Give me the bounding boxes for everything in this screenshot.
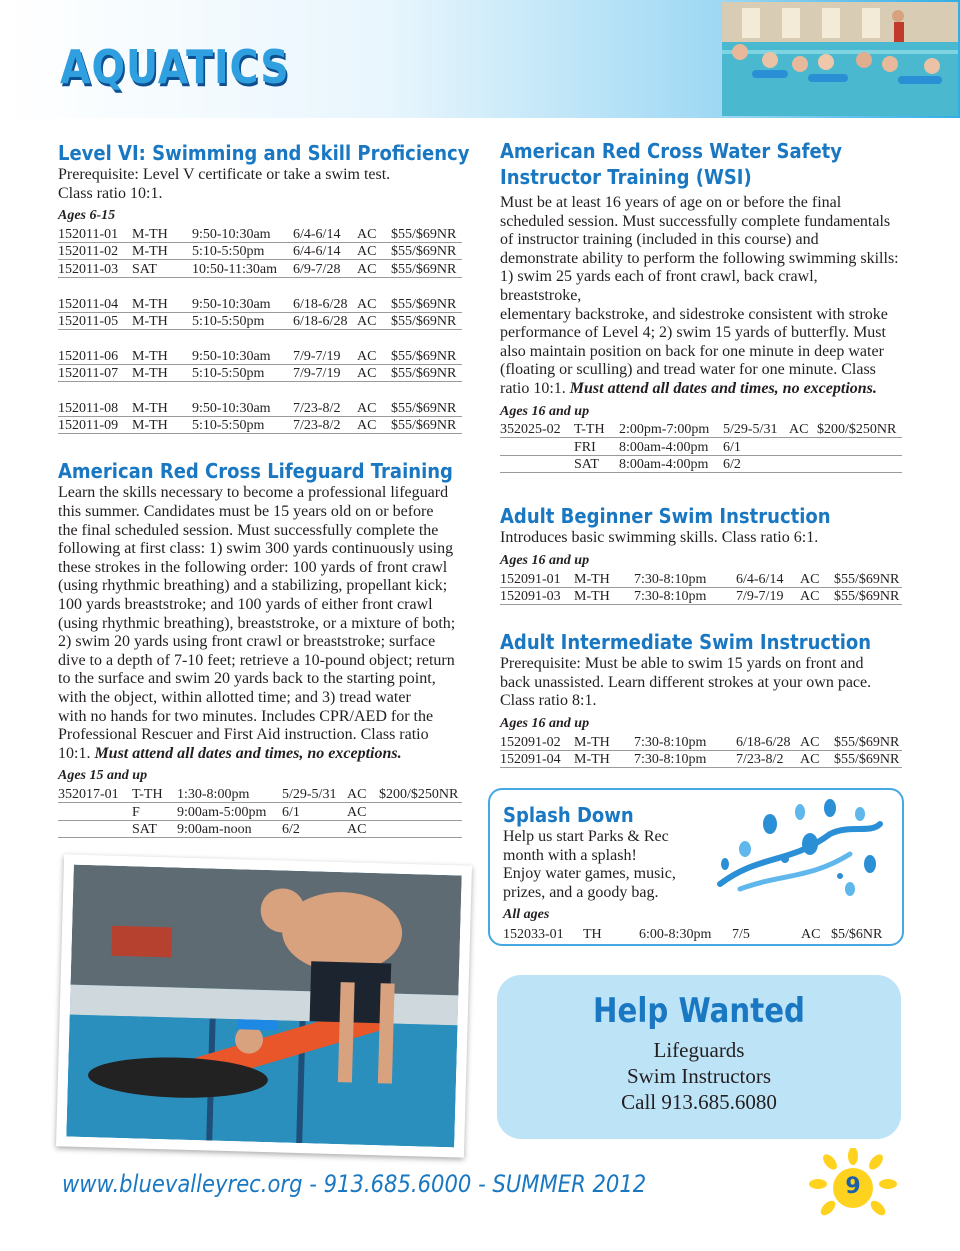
right-column	[500, 138, 902, 768]
wsi-title-line: American Red Cross Water Safety	[500, 139, 843, 163]
lifeguard-desc-line: the final scheduled session. Must successfully complete the	[58, 521, 439, 539]
adult-intermediate-desc-line: Prerequisite: Must be able to swim 15 yards on front and	[500, 655, 864, 673]
table-row: 152011-01 M-TH 9:50-10:30am 6/4-6/14 AC $55/$69NR	[58, 225, 462, 242]
help-wanted-title: Help Wanted	[593, 991, 805, 1031]
lifeguard-attendance-note: Must attend all dates and times, no exceptions.	[94, 744, 402, 762]
help-wanted-phone[interactable]: Call 913.685.6080	[621, 1090, 777, 1114]
wsi-desc-line: performance of Level 4; 2) swim 15 yards of butterfly. Must	[500, 324, 886, 342]
wsi-title-line: Instructor Training (WSI)	[500, 165, 752, 189]
adult-intermediate-title: Adult Intermediate Swim Instruction	[500, 630, 872, 655]
pool-photo	[722, 2, 958, 116]
table-row: 152011-07 M-TH 5:10-5:50pm 7/9-7/19 AC $55/$69NR	[58, 364, 462, 381]
wsi-desc-line: scheduled session. Must successfully complete fundamentals	[500, 212, 891, 230]
page-title: AQUATICS	[60, 40, 290, 94]
adult-intermediate-description	[500, 655, 902, 711]
page-number-badge	[808, 1148, 898, 1228]
lifeguard-desc-line: these strokes in the following order: 100 yards of front crawl	[58, 558, 448, 576]
splash-down-description	[503, 828, 893, 902]
wsi-desc-last-line: ratio 10:1. Must attend all dates and times, no exceptions.	[500, 379, 877, 397]
wsi-description	[500, 194, 902, 399]
table-row: 352025-02 T-TH 2:00pm-7:00pm 5/29-5/31 AC $200/$250NR	[500, 421, 902, 438]
table-row: 152011-02 M-TH 5:10-5:50pm 6/4-6/14 AC $55/$69NR	[58, 243, 462, 260]
table-row: 152091-01 M-TH 7:30-8:10pm 6/4-6/14 AC $55/$69NR	[500, 570, 902, 587]
table-row: 152011-05 M-TH 5:10-5:50pm 6/18-6/28 AC $55/$69NR	[58, 312, 462, 329]
table-row: 152091-03 M-TH 7:30-8:10pm 7/9-7/19 AC $55/$69NR	[500, 587, 902, 604]
table-row: 152091-02 M-TH 7:30-8:10pm 6/18-6/28 AC $55/$69NR	[500, 733, 902, 750]
wsi-desc-line: also maintain position on back for one minute in deep water	[500, 342, 884, 360]
table-row: SAT 8:00am-4:00pm 6/2	[500, 455, 902, 472]
lifeguard-desc-line: 2) swim 20 yards using front crawl or breaststroke; surface	[58, 633, 436, 651]
pool-photo-art	[722, 2, 958, 116]
lifeguard-ages: Ages 15 and up	[58, 768, 148, 784]
lifeguard-desc-line: this summer. Candidates must be 15 years old on or before	[58, 502, 434, 520]
lifeguard-desc-line: dive to a depth of 7-10 feet; retrieve a 10-pound object; return	[58, 651, 455, 669]
wsi-desc-line: (floating or sculling) and tread water for one minute. Class	[500, 361, 876, 379]
splash-desc-line: prizes, and a goody bag.	[503, 883, 659, 901]
wsi-desc-line: 1) swim 25 yards each of front crawl, back crawl, breaststroke,	[500, 268, 818, 304]
lifeguard-title: American Red Cross Lifeguard Training	[58, 459, 453, 484]
level6-title: Level VI: Swimming and Skill Proficiency	[58, 141, 470, 165]
adult-intermediate-ages: Ages 16 and up	[500, 715, 590, 731]
table-row: SAT 9:00am-noon 6/2 AC	[58, 820, 462, 837]
level6-description	[58, 166, 462, 203]
footer-website-phone[interactable]: www.bluevalleyrec.org - 913.685.6000 - SUMMER 2012	[62, 1170, 647, 1198]
help-wanted-line: Lifeguards	[653, 1038, 745, 1062]
splash-desc-line: Help us start Parks & Rec	[503, 828, 669, 845]
wsi-desc-line: demonstrate ability to perform the following swimming skills:	[500, 249, 899, 267]
table-row: F 9:00am-5:00pm 6/1 AC	[58, 803, 462, 820]
table-row: 152011-06 M-TH 9:50-10:30am 7/9-7/19 AC $55/$69NR	[58, 347, 462, 364]
table-row: 152091-04 M-TH 7:30-8:10pm 7/23-8/2 AC $55/$69NR	[500, 750, 902, 767]
lifeguard-desc-line: Learn the skills necessary to become a professional lifeguard	[58, 484, 449, 502]
level6-schedule-table	[58, 225, 462, 434]
page-number: 9	[845, 1174, 861, 1199]
adult-beginner-description	[500, 529, 902, 548]
lifeguard-description	[58, 484, 462, 763]
lifeguard-desc-line: with no hands for two minutes. Includes CPR/AED for the	[58, 707, 434, 725]
lifeguard-schedule-table	[58, 785, 462, 838]
adult-intermediate-desc-line: back unassisted. Learn different strokes at your own pace.	[500, 673, 872, 691]
lifeguard-training-photo	[56, 854, 472, 1157]
adult-beginner-title: Adult Beginner Swim Instruction	[500, 504, 831, 529]
lifeguard-desc-line: Professional Rescuer and First Aid instruction. Class ratio	[58, 726, 429, 744]
table-row: FRI 8:00am-4:00pm 6/1	[500, 438, 902, 455]
splash-down-ages: All ages	[503, 907, 550, 923]
wsi-ages: Ages 16 and up	[500, 403, 590, 419]
lifeguard-desc-line: with the object, within allotted time; and 3) tread water	[58, 688, 411, 706]
table-row: 152011-08 M-TH 9:50-10:30am 7/23-8/2 AC $55/$69NR	[58, 399, 462, 416]
help-wanted-line: Swim Instructors	[626, 1064, 772, 1088]
lifeguard-desc-line: (using rhythmic breathing), breaststroke, or a mixture of both;	[58, 614, 456, 632]
table-row: 352017-01 T-TH 1:30-8:00pm 5/29-5/31 AC $200/$250NR	[58, 785, 462, 802]
lifeguard-photo-art	[66, 865, 461, 1148]
adult-intermediate-schedule-table	[500, 733, 902, 768]
lifeguard-desc-line: to the surface and swim 20 yards back to the starting point,	[58, 670, 436, 688]
lifeguard-desc-line: 100 yards breaststroke; and 100 yards of either front crawl	[58, 595, 433, 613]
help-wanted-box	[497, 975, 901, 1139]
table-row: 152011-03 SAT 10:50-11:30am 6/9-7/28 AC $55/$69NR	[58, 260, 462, 277]
splash-desc-line: Enjoy water games, music,	[503, 865, 676, 883]
splash-down-box	[488, 788, 904, 946]
level6-desc-line: Class ratio 10:1.	[58, 184, 163, 202]
splash-down-title: Splash Down	[503, 803, 634, 827]
adult-intermediate-desc-line: Class ratio 8:1.	[500, 692, 597, 710]
left-column	[58, 140, 470, 838]
table-row: 152033-01 TH 6:00-8:30pm 7/5 AC $5/$6NR	[503, 926, 883, 942]
adult-beginner-schedule-table	[500, 570, 902, 605]
wsi-desc-line: of instructor training (included in this course) and	[500, 231, 819, 249]
lifeguard-desc-line: (using rhythmic breathing) and a stabilizing, propellant kick;	[58, 577, 448, 595]
table-row: 152011-04 M-TH 9:50-10:30am 6/18-6/28 AC $55/$69NR	[58, 295, 462, 312]
wsi-desc-line: Must be at least 16 years of age on or before the final	[500, 194, 842, 211]
lifeguard-desc-line: following at first class: 1) swim 300 yards continuously using	[58, 540, 454, 558]
adult-beginner-ages: Ages 16 and up	[500, 552, 590, 568]
adult-beginner-desc-line: Introduces basic swimming skills. Class ratio 6:1.	[500, 529, 819, 547]
level6-ages: Ages 6-15	[58, 208, 116, 224]
level6-desc-line: Prerequisite: Level V certificate or take a swim test.	[58, 166, 391, 183]
wsi-desc-line: elementary backstroke, and sidestroke consistent with stroke	[500, 305, 888, 323]
splash-down-schedule-table	[503, 924, 893, 941]
wsi-attendance-note: Must attend all dates and times, no exceptions.	[569, 379, 877, 397]
splash-desc-line: month with a splash!	[503, 846, 637, 864]
table-row: 152011-09 M-TH 5:10-5:50pm 7/23-8/2 AC $55/$69NR	[58, 416, 462, 433]
lifeguard-desc-last-line: 10:1. Must attend all dates and times, no exceptions.	[58, 744, 402, 762]
wsi-schedule-table	[500, 421, 902, 474]
